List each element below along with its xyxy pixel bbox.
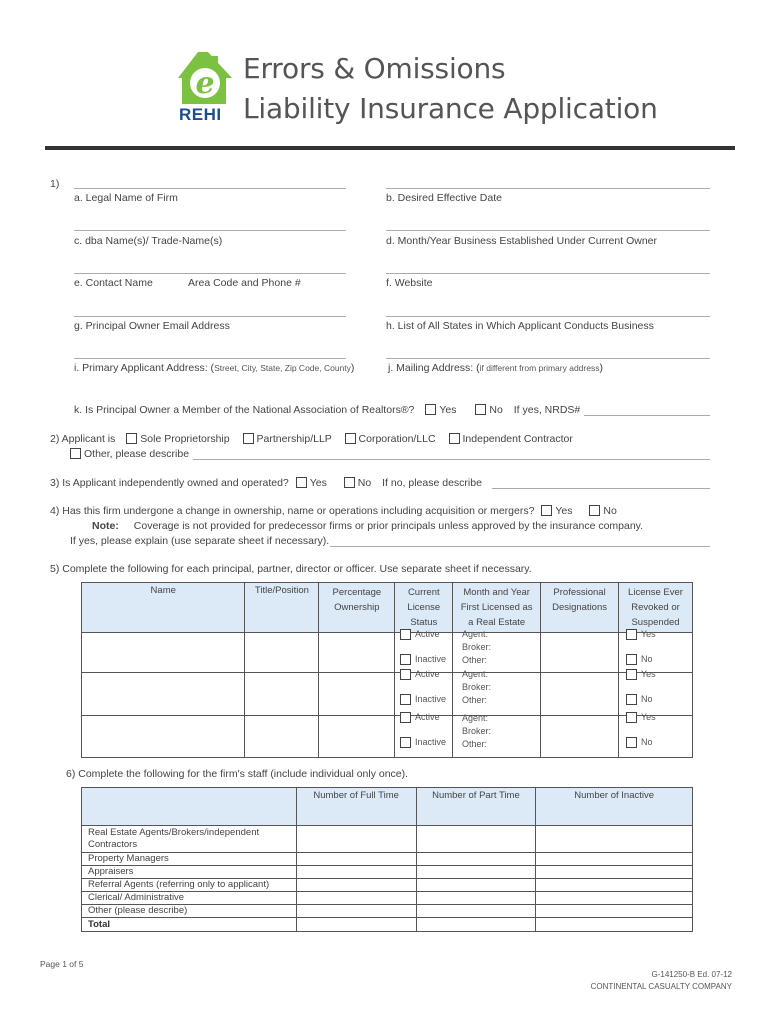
label-dba-name: c. dba Name(s)/ Trade-Name(s): [74, 235, 223, 247]
active-checkbox[interactable]: [400, 669, 411, 680]
staff-part-time-cell[interactable]: [416, 918, 536, 932]
principal-title-cell[interactable]: [245, 716, 319, 758]
principal-name-cell[interactable]: [82, 633, 245, 673]
independent-describe-field[interactable]: [492, 488, 710, 489]
revoked-yes-label: Yes: [641, 712, 656, 722]
staff-row-label: Property Managers: [82, 853, 297, 866]
other-label: Other:: [462, 739, 488, 749]
primary-address-field[interactable]: [74, 358, 346, 359]
staff-full-time-cell[interactable]: [296, 892, 416, 905]
label-contact-name: e. Contact Name: [74, 277, 153, 289]
staff-table: [81, 787, 693, 932]
staff-part-time-cell[interactable]: [416, 866, 536, 879]
page-number: Page 1 of 5: [40, 959, 84, 969]
staff-row-total: Total: [82, 918, 297, 932]
label-states: h. List of All States in Which Applicant Conducts Business: [386, 320, 654, 332]
principal-designations-cell[interactable]: [541, 673, 619, 716]
q1-number: 1): [50, 178, 60, 190]
staff-col-inactive: Number of Inactive: [536, 788, 693, 826]
staff-inactive-cell[interactable]: [536, 866, 693, 879]
staff-inactive-cell[interactable]: [536, 826, 693, 853]
title-line-1: Errors & Omissions: [243, 52, 506, 85]
q5-instructions: 5) Complete the following for each principal, partner, director or officer. Use separate sheet if necessary.: [50, 563, 532, 575]
principal-ownership-cell[interactable]: [319, 633, 395, 673]
broker-label: Broker:: [462, 682, 492, 692]
states-field[interactable]: [386, 316, 710, 317]
label-mailing-address: j. Mailing Address: (if different from primary address): [388, 362, 603, 374]
col-license-status: Current License Status: [395, 583, 453, 633]
inactive-label: Inactive: [415, 654, 447, 664]
col-revoked: License Ever Revoked or Suspended: [619, 583, 693, 633]
q2-other: Other, please describe: [70, 448, 189, 460]
broker-label: Broker:: [462, 726, 492, 736]
q3-independent: 3) Is Applicant independently owned and operated? Yes No If no, please describe: [50, 477, 482, 489]
independent-yes-checkbox[interactable]: [296, 477, 307, 488]
staff-col-full-time: Number of Full Time: [296, 788, 416, 826]
nrds-field[interactable]: [584, 415, 710, 416]
revoked-yes-checkbox[interactable]: [626, 629, 637, 640]
website-field[interactable]: [386, 273, 710, 274]
ownership-change-yes-checkbox[interactable]: [541, 505, 552, 516]
staff-full-time-cell[interactable]: [296, 826, 416, 853]
col-name: Name: [82, 583, 245, 633]
contact-name-field[interactable]: [74, 273, 346, 274]
staff-inactive-cell[interactable]: [536, 879, 693, 892]
other-type-checkbox[interactable]: [70, 448, 81, 459]
staff-row-label: Clerical/ Administrative: [82, 892, 297, 905]
revoked-no-checkbox[interactable]: [626, 737, 637, 748]
effective-date-field[interactable]: [386, 188, 710, 189]
logo-text: REHI: [179, 105, 222, 124]
other-type-field[interactable]: [193, 459, 710, 460]
principal-ownership-cell[interactable]: [319, 716, 395, 758]
corporation-checkbox[interactable]: [345, 433, 356, 444]
agent-label: Agent:: [462, 713, 489, 723]
rehi-logo: [176, 48, 234, 126]
staff-row-label: Referral Agents (referring only to applicant): [82, 879, 297, 892]
staff-part-time-cell[interactable]: [416, 826, 536, 853]
sole-proprietorship-checkbox[interactable]: [126, 433, 137, 444]
dba-name-field[interactable]: [74, 230, 346, 231]
principal-title-cell[interactable]: [245, 633, 319, 673]
header-divider: [45, 146, 735, 150]
staff-inactive-cell[interactable]: [536, 905, 693, 918]
q4-ownership-change: 4) Has this firm undergone a change in ownership, name or operations including acquisition or mergers? Yes No: [50, 505, 617, 517]
col-title: Title/Position: [245, 583, 319, 633]
other-label: Other:: [462, 695, 488, 705]
revoked-yes-label: Yes: [641, 629, 656, 639]
principal-ownership-cell[interactable]: [319, 673, 395, 716]
staff-full-time-cell[interactable]: [296, 879, 416, 892]
label-nar-member: k. Is Principal Owner a Member of the National Association of Realtors®? Yes No If yes, NRDS#: [74, 404, 581, 416]
label-phone: Area Code and Phone #: [188, 277, 301, 289]
col-first-licensed: Month and Year First Licensed as a Real Estate: [453, 583, 541, 633]
title-line-2: Liability Insurance Application: [243, 92, 658, 125]
staff-inactive-cell[interactable]: [536, 918, 693, 932]
staff-full-time-cell[interactable]: [296, 918, 416, 932]
label-owner-email: g. Principal Owner Email Address: [74, 320, 230, 332]
active-label: Active: [415, 629, 440, 639]
active-label: Active: [415, 712, 440, 722]
col-ownership: Percentage Ownership: [319, 583, 395, 633]
label-website: f. Website: [386, 277, 433, 289]
nar-no-checkbox[interactable]: [475, 404, 486, 415]
principal-title-cell[interactable]: [245, 673, 319, 716]
broker-label: Broker:: [462, 642, 492, 652]
label-effective-date: b. Desired Effective Date: [386, 192, 502, 204]
label-primary-address: i. Primary Applicant Address: (Street, City, State, Zip Code, County): [74, 362, 355, 374]
staff-inactive-cell[interactable]: [536, 892, 693, 905]
label-business-established: d. Month/Year Business Established Under Current Owner: [386, 235, 658, 247]
staff-row-label: Appraisers: [82, 866, 297, 879]
agent-label: Agent:: [462, 629, 489, 639]
staff-part-time-cell[interactable]: [416, 879, 536, 892]
revoked-no-checkbox[interactable]: [626, 654, 637, 665]
principal-name-cell[interactable]: [82, 716, 245, 758]
independent-contractor-checkbox[interactable]: [449, 433, 460, 444]
revoked-yes-checkbox[interactable]: [626, 712, 637, 723]
business-established-field[interactable]: [386, 230, 710, 231]
staff-col-type: [82, 788, 297, 826]
principal-name-cell[interactable]: [82, 673, 245, 716]
label-legal-name: a. Legal Name of Firm: [74, 192, 178, 204]
company-name: CONTINENTAL CASUALTY COMPANY: [590, 982, 732, 991]
q4-explain: If yes, please explain (use separate sheet if necessary).: [70, 535, 330, 547]
inactive-checkbox[interactable]: [400, 737, 411, 748]
inactive-label: Inactive: [415, 737, 447, 747]
svg-text:e: e: [195, 66, 215, 101]
other-label: Other:: [462, 655, 488, 665]
nar-yes-checkbox[interactable]: [425, 404, 436, 415]
principal-designations-cell[interactable]: [541, 633, 619, 673]
staff-part-time-cell[interactable]: [416, 892, 536, 905]
q2-applicant-type: 2) Applicant is Sole Proprietorship Partnership/LLP Corporation/LLC Independent Contractor: [50, 433, 573, 445]
principals-table: [81, 582, 693, 758]
active-checkbox[interactable]: [400, 712, 411, 723]
legal-name-field[interactable]: [74, 188, 346, 189]
col-designations: Professional Designations: [541, 583, 619, 633]
staff-part-time-cell[interactable]: [416, 853, 536, 866]
staff-full-time-cell[interactable]: [296, 866, 416, 879]
staff-row-label: Other (please describe): [82, 905, 297, 918]
revoked-yes-checkbox[interactable]: [626, 669, 637, 680]
q4-note: Note: Coverage is not provided for predecessor firms or prior principals unless approved by the insurance company.: [92, 520, 644, 532]
staff-inactive-cell[interactable]: [536, 853, 693, 866]
mailing-address-field[interactable]: [386, 358, 710, 359]
ownership-change-no-checkbox[interactable]: [589, 505, 600, 516]
staff-row-label: Real Estate Agents/Brokers/independent Contractors: [82, 826, 297, 853]
principal-designations-cell[interactable]: [541, 716, 619, 758]
partnership-checkbox[interactable]: [243, 433, 254, 444]
revoked-yes-label: Yes: [641, 669, 656, 679]
active-checkbox[interactable]: [400, 629, 411, 640]
form-number: G-141250-B Ed. 07-12: [651, 970, 732, 979]
inactive-label: Inactive: [415, 694, 447, 704]
q6-instructions: 6) Complete the following for the firm's staff (include individual only once).: [66, 768, 409, 780]
staff-full-time-cell[interactable]: [296, 853, 416, 866]
owner-email-field[interactable]: [74, 316, 346, 317]
revoked-no-label: No: [641, 737, 653, 747]
staff-col-part-time: Number of Part Time: [416, 788, 536, 826]
revoked-no-label: No: [641, 654, 653, 664]
ownership-explain-field[interactable]: [330, 546, 710, 547]
revoked-no-checkbox[interactable]: [626, 694, 637, 705]
agent-label: Agent:: [462, 669, 489, 679]
active-label: Active: [415, 669, 440, 679]
staff-full-time-cell[interactable]: [296, 905, 416, 918]
revoked-no-label: No: [641, 694, 653, 704]
inactive-checkbox[interactable]: [400, 654, 411, 665]
staff-part-time-cell[interactable]: [416, 905, 536, 918]
independent-no-checkbox[interactable]: [344, 477, 355, 488]
inactive-checkbox[interactable]: [400, 694, 411, 705]
